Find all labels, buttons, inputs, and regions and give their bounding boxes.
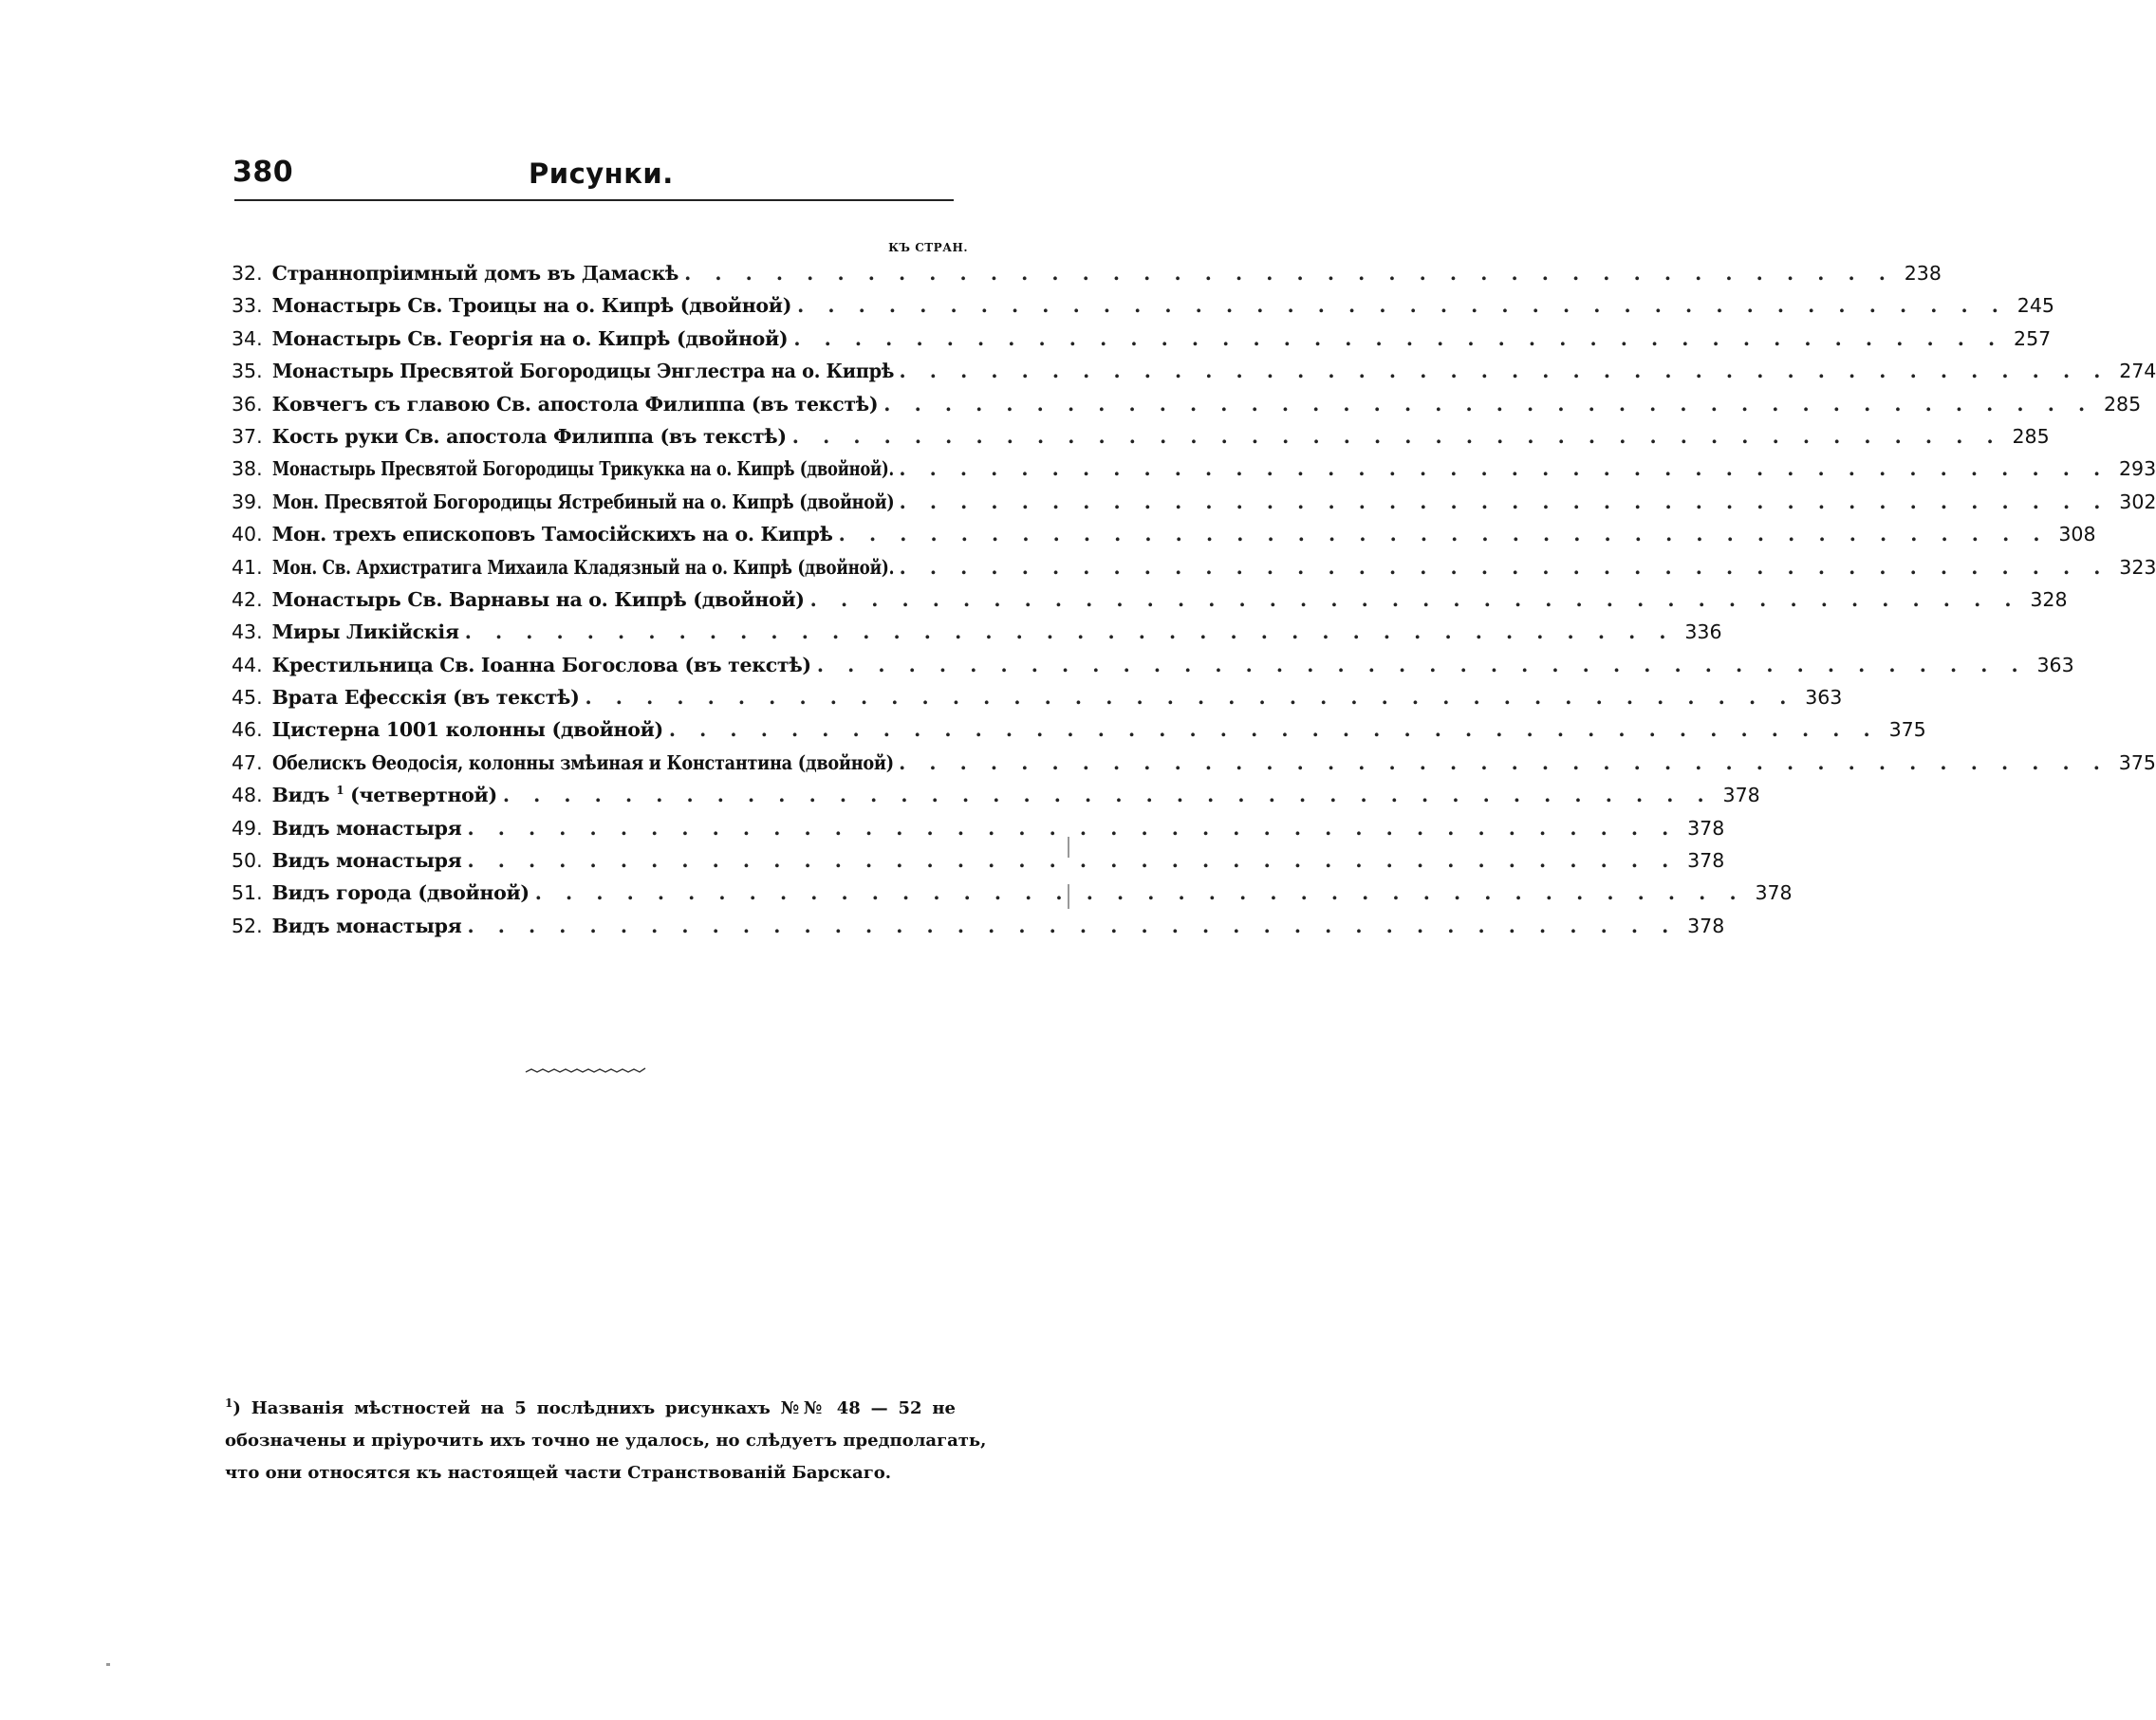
entry-title-text: Страннопріимный домъ въ Дамаскѣ — [271, 262, 679, 285]
footnote-line — [225, 1387, 956, 1425]
entry-title — [272, 718, 663, 741]
dot-leader — [535, 881, 1745, 904]
entry-number: 49. — [232, 816, 263, 840]
toc-entry — [232, 849, 1725, 881]
toc-entry — [232, 360, 2156, 392]
dot-leader — [900, 556, 2110, 579]
entry-title-text: Цистерна 1001 колонны (двойной) — [271, 718, 663, 742]
toc-entry — [232, 914, 1725, 947]
toc-entry — [232, 490, 2156, 523]
page-number: 380 — [232, 156, 294, 189]
entry-page-number: 285 — [2012, 424, 2050, 448]
dot-leader — [839, 523, 2049, 546]
entry-number: 43. — [232, 620, 263, 644]
entry-page-number: 293 — [2119, 457, 2156, 481]
entry-title-text: Монастырь Пресвятой Богородицы Трикукка на о. Кипрѣ (двойной). — [271, 457, 894, 481]
toc-entry — [232, 424, 2050, 457]
dot-leader — [899, 457, 2109, 480]
entry-page-number: 378 — [1687, 849, 1725, 873]
entry-page-number: 378 — [1755, 881, 1793, 905]
entry-title — [272, 686, 580, 709]
entry-title-text: Видъ города (двойной) — [271, 881, 530, 905]
entry-title — [272, 490, 894, 513]
entry-title-text: Крестильница Св. Іоанна Богослова (въ текстѣ) — [271, 653, 811, 676]
entry-number: 38. — [232, 457, 263, 481]
footnote-marker: 1 — [225, 1396, 233, 1410]
entry-title-text: Монастырь Св. Варнавы на о. Кипрѣ (двойной) — [271, 587, 805, 611]
entry-title — [272, 457, 894, 480]
entry-number: 52. — [232, 914, 263, 937]
entry-title-text: Мон. трехъ епископовъ Тамосійскихъ на о. Кипрѣ — [271, 523, 833, 546]
entry-page-number: 375 — [2118, 750, 2156, 774]
footnote-line: что они относятся къ настоящей части Странствованій Барскаго. — [225, 1463, 891, 1483]
dot-leader — [817, 654, 2027, 676]
entry-title-text: Врата Ефесскія (въ текстѣ) — [271, 686, 580, 710]
entry-title-suffix: (четвертной) — [344, 784, 497, 807]
entry-page-number: 302 — [2119, 490, 2156, 513]
scan-edge-mark — [1068, 884, 1069, 909]
entry-title — [272, 654, 811, 676]
entry-page-number: 378 — [1722, 784, 1760, 807]
dot-leader — [465, 620, 1675, 643]
entry-page-number: 375 — [1888, 718, 1926, 742]
dot-leader — [585, 686, 1795, 709]
dot-leader — [793, 327, 2003, 350]
toc-entry — [232, 718, 1926, 750]
dot-leader — [899, 751, 2109, 774]
entry-title-text: Кость руки Св. апостола Филиппа (въ текстѣ) — [271, 424, 787, 448]
entry-page-number: 238 — [1904, 262, 1942, 285]
entry-number: 37. — [232, 424, 263, 448]
entry-title-text: Монастырь Св. Георгія на о. Кипрѣ (двойной) — [271, 326, 789, 350]
entry-title-text: Видъ монастыря — [271, 849, 462, 873]
dot-leader — [900, 490, 2110, 513]
entry-title — [272, 523, 833, 546]
dot-leader — [684, 262, 1894, 285]
entry-page-number: 336 — [1684, 620, 1722, 644]
toc-entry — [232, 686, 1843, 718]
illustrations-list — [232, 262, 2156, 947]
entry-title — [272, 327, 789, 350]
entry-page-number: 363 — [2036, 653, 2074, 676]
entry-page-number: 308 — [2058, 523, 2096, 546]
toc-entry — [232, 653, 2074, 686]
toc-entry — [232, 457, 2156, 490]
toc-entry — [232, 392, 2142, 425]
entry-number: 40. — [232, 523, 263, 546]
entry-page-number: 257 — [2014, 326, 2052, 350]
entry-number: 46. — [232, 718, 263, 742]
entry-number: 44. — [232, 653, 263, 676]
toc-entry — [232, 620, 1722, 653]
dot-leader — [467, 849, 1677, 872]
entry-title-text: Мон. Св. Архистратига Михаила Кладязный на о. Кипрѣ (двойной). — [271, 555, 894, 579]
dot-leader — [669, 718, 1879, 741]
entry-number: 50. — [232, 849, 263, 873]
entry-page-number: 323 — [2119, 555, 2156, 579]
entry-title-text: Монастырь Пресвятой Богородицы Энглестра на о. Кипрѣ — [271, 360, 894, 383]
dot-leader — [503, 784, 1713, 806]
entry-number: 42. — [232, 587, 263, 611]
entry-title — [272, 817, 462, 840]
entry-title — [272, 784, 497, 806]
footnote-reference: 1 — [336, 784, 344, 798]
entry-number: 48. — [232, 784, 263, 807]
entry-title — [272, 588, 805, 611]
entry-number: 39. — [232, 490, 263, 513]
entry-page-number: 378 — [1687, 816, 1725, 840]
toc-entry — [232, 587, 2068, 620]
column-heading: КЪ СТРАН. — [888, 241, 968, 254]
running-title: Рисунки. — [529, 157, 674, 190]
scan-edge-mark — [106, 1663, 110, 1666]
entry-page-number: 274 — [2119, 360, 2156, 383]
toc-entry — [232, 326, 2052, 360]
entry-page-number: 328 — [2030, 587, 2068, 611]
entry-title-text: Видъ — [271, 784, 330, 807]
entry-title — [272, 620, 459, 643]
entry-page-number: 378 — [1687, 914, 1725, 937]
entry-title-text: Обелискъ Ѳеодосія, колонны змѣиная и Константина (двойной) — [271, 750, 894, 774]
entry-title-text: Мон. Пресвятой Богородицы Ястребиный на о. Кипрѣ (двойной) — [271, 490, 894, 513]
entry-title-text: Монастырь Св. Троицы на о. Кипрѣ (двойной) — [271, 294, 792, 318]
entry-page-number: 285 — [2103, 392, 2142, 416]
footnote-text: ) Названія мѣстностей на 5 послѣднихъ рисункахъ №№ 48 — 52 не — [232, 1398, 956, 1418]
toc-entry — [232, 555, 2156, 588]
toc-entry — [232, 881, 1793, 914]
entry-number: 32. — [232, 262, 263, 285]
dot-leader — [467, 915, 1677, 937]
dot-leader — [810, 588, 2020, 611]
toc-entry — [232, 750, 2156, 784]
entry-title — [272, 262, 678, 285]
entry-title-text: Видъ монастыря — [271, 914, 462, 937]
dot-leader — [467, 817, 1677, 840]
entry-title — [272, 915, 462, 937]
entry-number: 51. — [232, 881, 263, 905]
toc-entry — [232, 294, 2054, 326]
dot-leader — [792, 425, 2002, 448]
entry-number: 33. — [232, 294, 263, 318]
scan-edge-mark — [1068, 837, 1069, 858]
entry-page-number: 363 — [1805, 686, 1843, 710]
footnote-line: обозначены и пріурочить ихъ точно не удалось, но слѣдуетъ предполагать, — [225, 1431, 987, 1451]
entry-number: 35. — [232, 360, 263, 383]
entry-number: 36. — [232, 392, 263, 416]
entry-title — [272, 360, 894, 382]
entry-number: 34. — [232, 326, 263, 350]
header-rule — [234, 199, 954, 201]
entry-title-text: Ковчегъ съ главою Св. апостола Филиппа (въ текстѣ) — [271, 392, 879, 416]
entry-title — [272, 849, 462, 872]
dot-leader — [883, 393, 2093, 416]
toc-entry — [232, 784, 1760, 816]
entry-title — [272, 294, 792, 317]
footnote — [225, 1387, 987, 1489]
toc-entry — [232, 262, 1942, 294]
entry-number: 45. — [232, 686, 263, 710]
entry-title-text: Видъ монастыря — [271, 816, 462, 840]
dot-leader — [900, 360, 2110, 382]
entry-page-number: 245 — [2017, 294, 2054, 318]
entry-title — [272, 556, 894, 579]
entry-title — [272, 881, 530, 904]
ornament-divider — [524, 1064, 647, 1076]
dot-leader — [797, 294, 2007, 317]
toc-entry — [232, 523, 2096, 555]
toc-entry — [232, 816, 1725, 849]
entry-title — [272, 393, 879, 416]
entry-number: 41. — [232, 555, 263, 579]
entry-number: 47. — [232, 750, 263, 774]
entry-title — [272, 425, 787, 448]
entry-title — [272, 751, 894, 774]
entry-title-text: Миры Ликійскія — [271, 620, 459, 644]
